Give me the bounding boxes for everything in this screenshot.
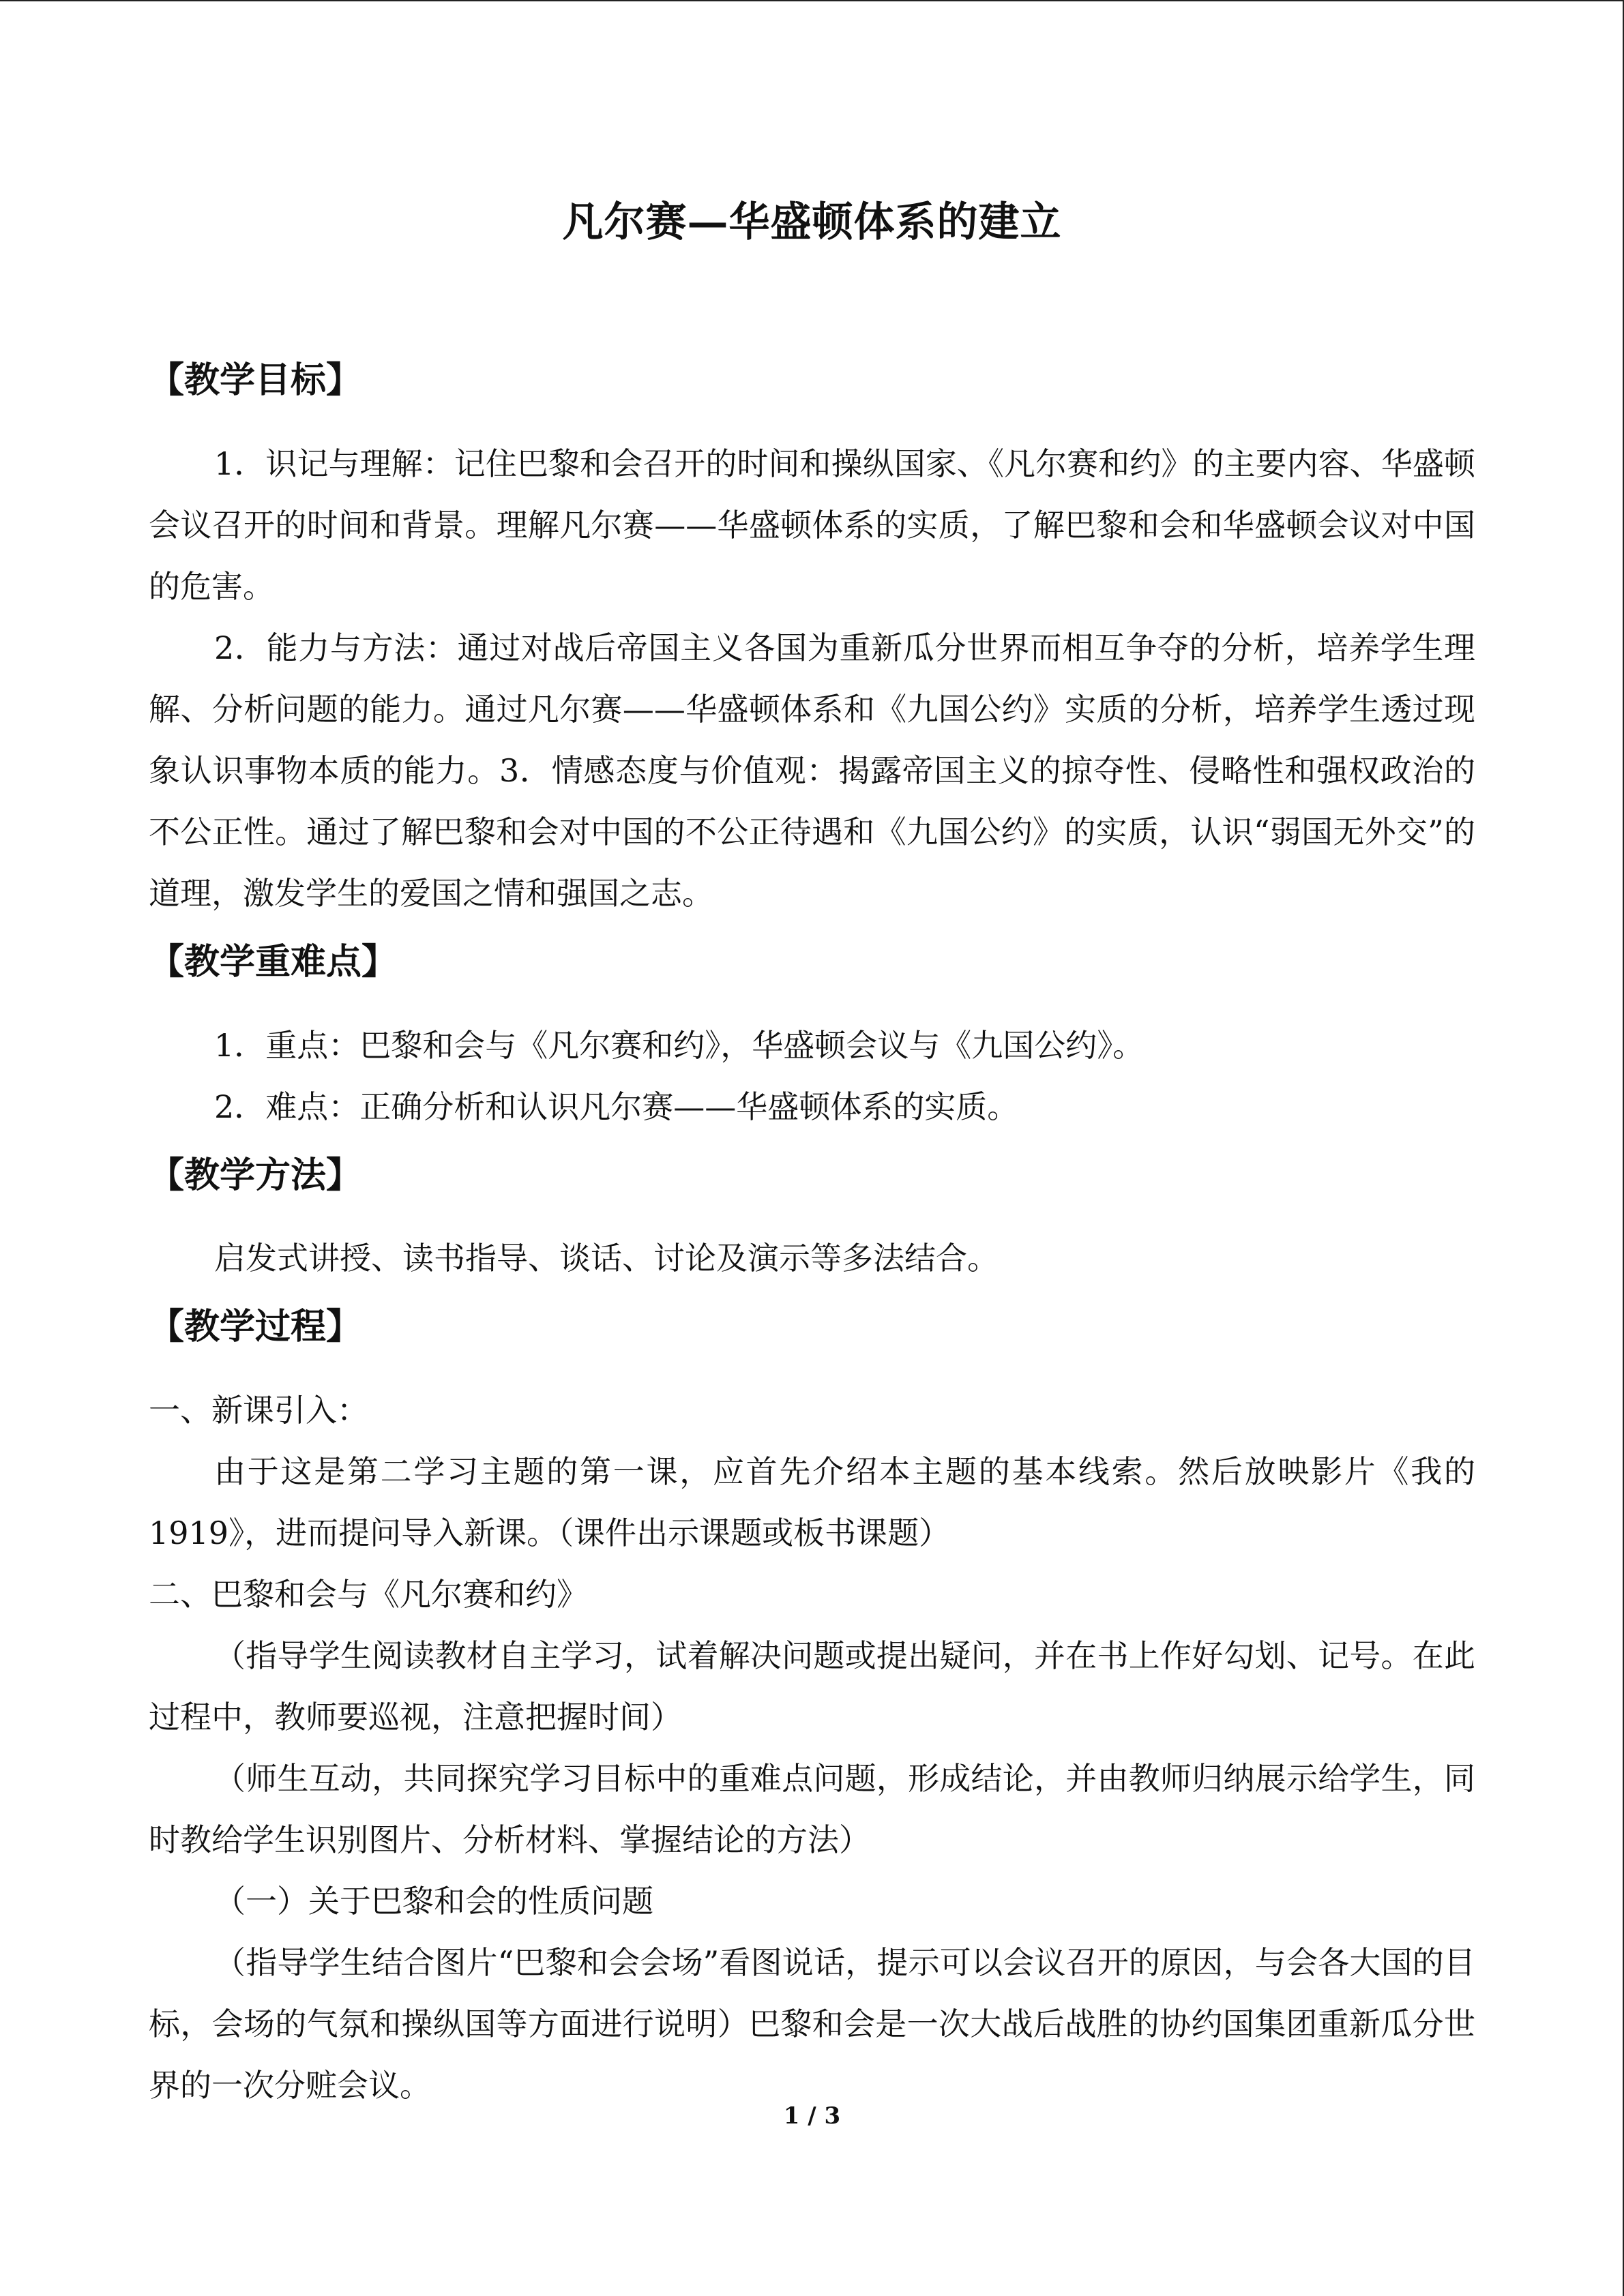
process-paragraph-2: （指导学生阅读教材自主学习，试着解决问题或提出疑问，并在书上作好勾划、记号。在此过程中，教师要巡视，注意把握时间） (149, 1637, 1475, 1736)
process-subheading-2: 二、巴黎和会与《凡尔赛和约》 (149, 1576, 588, 1613)
keypoints-paragraph-1: 1．重点：巴黎和会与《凡尔赛和约》，华盛顿会议与《九国公约》。 (214, 1026, 1145, 1064)
heading-objectives: 【教学目标】 (149, 359, 362, 401)
page-top-border (0, 0, 1624, 1)
methods-paragraph-1: 启发式讲授、读书指导、谈话、讨论及演示等多法结合。 (214, 1240, 999, 1277)
page-number: 1 / 3 (783, 2102, 841, 2130)
document-title: 凡尔赛—华盛顿体系的建立 (562, 198, 1062, 246)
keypoints-paragraph-2: 2．难点：正确分析和认识凡尔赛——华盛顿体系的实质。 (214, 1088, 1019, 1125)
heading-process: 【教学过程】 (149, 1306, 362, 1348)
document-body (149, 198, 1475, 2116)
objectives-paragraph-2: 2．能力与方法：通过对战后帝国主义各国为重新瓜分世界而相互争夺的分析，培养学生理解、分析问题的能力。通过凡尔赛——华盛顿体系和《九国公约》实质的分析，培养学生透过现象认识事物本质的能力。3．情感态度与价值观：揭露帝国主义的掠夺性、侵略性和强权政治的不公正性。通过了解巴黎和会对中国的不公正待遇和《九国公约》的实质，认识“弱国无外交”的道理，激发学生的爱国之情和强国之志。 (149, 629, 1475, 912)
process-subheading-1: 一、新课引入： (149, 1392, 368, 1429)
process-subheading-3: （一）关于巴黎和会的性质问题 (214, 1883, 653, 1920)
process-paragraph-4: （指导学生结合图片“巴黎和会会场”看图说话，提示可以会议召开的原因，与会各大国的目标，会场的气氛和操纵国等方面进行说明）巴黎和会是一次大战后战胜的协约国集团重新瓜分世界的一次分赃会议。 (149, 1944, 1475, 2104)
process-paragraph-3: （师生互动，共同探究学习目标中的重难点问题，形成结论，并由教师归纳展示给学生，同时教给学生识别图片、分析材料、掌握结论的方法） (149, 1760, 1475, 1859)
objectives-paragraph-1: 1．识记与理解：记住巴黎和会召开的时间和操纵国家、《凡尔赛和约》的主要内容、华盛顿会议召开的时间和背景。理解凡尔赛——华盛顿体系的实质，了解巴黎和会和华盛顿会议对中国的危害。 (149, 445, 1475, 605)
process-paragraph-1: 由于这是第二学习主题的第一课，应首先介绍本主题的基本线索。然后放映影片《我的1919》，进而提问导入新课。（课件出示课题或板书课题） (149, 1453, 1475, 1552)
heading-keypoints: 【教学重难点】 (149, 940, 398, 983)
heading-methods: 【教学方法】 (149, 1154, 362, 1196)
